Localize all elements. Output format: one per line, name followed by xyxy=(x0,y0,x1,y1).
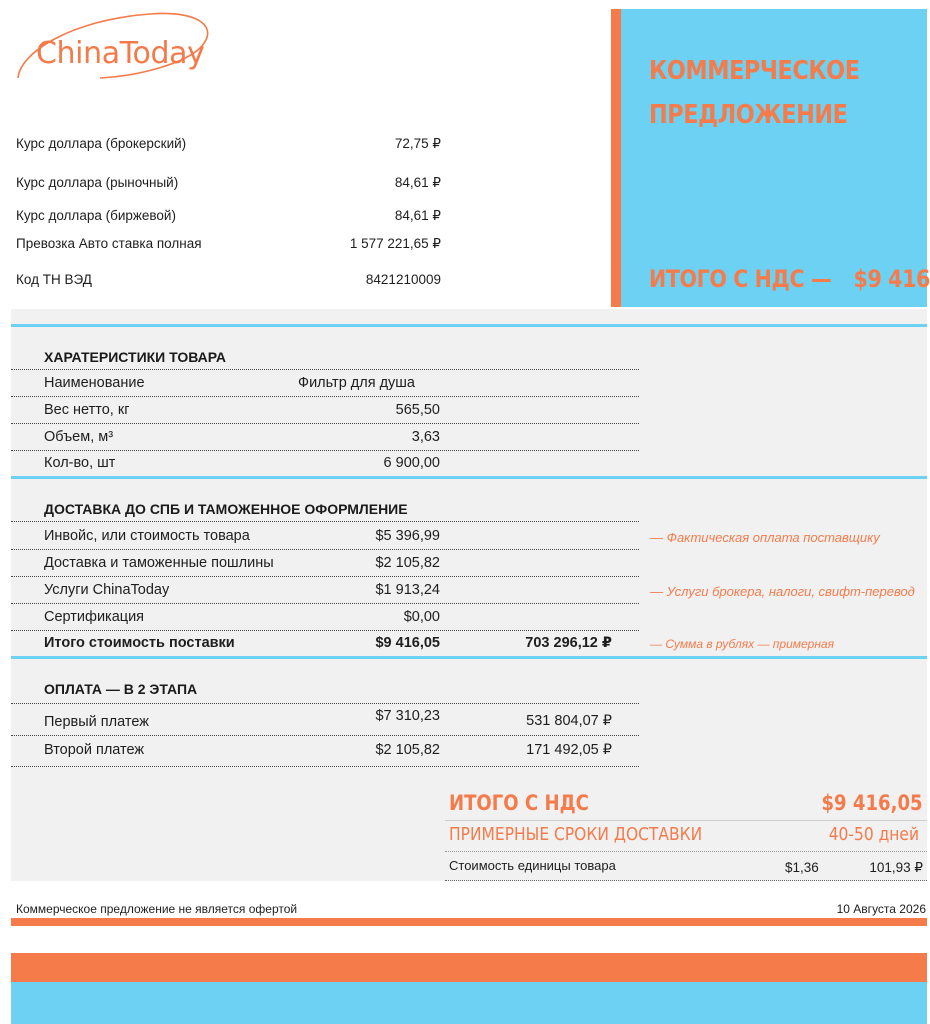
company-logo xyxy=(10,8,220,83)
product-name-row xyxy=(44,375,440,397)
divider xyxy=(11,656,927,659)
row-label: Второй платеж xyxy=(44,742,145,758)
row-label: Инвойс, или стоимость товара xyxy=(44,528,250,544)
rate-market-row xyxy=(16,175,441,195)
row-divider xyxy=(11,521,639,522)
row-value: $5 396,99 xyxy=(375,528,440,544)
row-divider xyxy=(11,576,639,577)
divider xyxy=(11,476,927,479)
first-payment-rub: 531 804,07 ₽ xyxy=(526,713,612,729)
unit-cost-rub: 101,93 ₽ xyxy=(869,860,923,875)
info-label: Превозка Авто ставка полная xyxy=(16,236,202,251)
offer-total xyxy=(649,265,930,293)
row-divider xyxy=(11,630,639,631)
row-value: $9 416,05 xyxy=(375,635,440,651)
row-divider xyxy=(11,766,639,767)
row-label: Доставка и таможенные пошлины xyxy=(44,555,274,571)
vat-total-label: ИТОГО С НДС xyxy=(449,791,589,815)
offer-total-value: $9 416 xyxy=(853,265,930,293)
row-label: Наименование xyxy=(44,375,145,391)
row-divider xyxy=(11,396,639,397)
row-divider xyxy=(11,549,639,550)
delivery-terms-value: 40-50 дней xyxy=(828,824,919,845)
tn-ved-code-row xyxy=(16,272,441,292)
offer-title-line1: КОММЕРЧЕСКОЕ xyxy=(649,56,860,86)
transport-rate-row xyxy=(16,236,441,256)
quantity-row xyxy=(44,455,440,477)
shipping-duties-row xyxy=(44,555,440,577)
product-section-heading: ХАРАТЕРИСТИКИ ТОВАРА xyxy=(44,349,226,365)
divider xyxy=(445,880,927,881)
delivery-section-heading: ДОСТАВКА ДО СПБ И ТАМОЖЕННОЕ ОФОРМЛЕНИЕ xyxy=(44,501,408,517)
row-value: 6 900,00 xyxy=(383,455,440,471)
info-label: Курс доллара (биржевой) xyxy=(16,208,176,223)
row-label: Объем, м³ xyxy=(44,429,114,445)
row-value: $2 105,82 xyxy=(375,742,440,758)
row-label: Услуги ChinaToday xyxy=(44,582,170,598)
info-label: Курс доллара (брокерский) xyxy=(16,136,187,151)
delivery-terms-value-wrap xyxy=(799,824,919,845)
row-value: 565,50 xyxy=(395,402,440,418)
footer-blue-band xyxy=(11,982,927,1024)
first-payment-row xyxy=(44,708,440,730)
info-value: 84,61 ₽ xyxy=(394,208,441,223)
totals-box xyxy=(445,785,927,881)
divider xyxy=(445,820,927,821)
invoice-row xyxy=(44,528,440,550)
info-label: Код ТН ВЭД xyxy=(16,272,92,287)
unit-cost-usd: $1,36 xyxy=(785,860,819,875)
second-payment-row xyxy=(44,742,440,764)
services-row xyxy=(44,582,440,604)
rub-note: — Сумма в рублях — примерная xyxy=(650,637,835,651)
unit-cost-label: Стоимость единицы товара xyxy=(449,858,616,873)
row-label: Вес нетто, кг xyxy=(44,402,130,418)
info-value: 8421210009 xyxy=(365,272,441,287)
row-divider xyxy=(11,735,639,736)
rate-broker-row xyxy=(16,136,441,156)
footer-orange-band xyxy=(11,953,927,982)
delivery-terms-label: ПРИМЕРНЫЕ СРОКИ ДОСТАВКИ xyxy=(449,824,703,845)
invoice-note: — Фактическая оплата поставщику xyxy=(650,530,880,545)
row-value: $0,00 xyxy=(403,609,440,625)
vat-total-value-wrap xyxy=(803,791,923,815)
certification-row xyxy=(44,609,440,631)
volume-row xyxy=(44,429,440,451)
info-value: 84,61 ₽ xyxy=(394,175,441,190)
row-value: $1 913,24 xyxy=(375,582,440,598)
rate-exchange-row xyxy=(16,208,441,228)
offer-title-line2: ПРЕДЛОЖЕНИЕ xyxy=(649,100,848,130)
row-divider xyxy=(11,703,639,704)
offer-header-panel xyxy=(611,9,930,307)
services-note: — Услуги брокера, налоги, свифт-перевод xyxy=(650,584,915,599)
row-divider xyxy=(11,423,639,424)
row-value: 3,63 xyxy=(411,429,440,445)
second-payment-rub: 171 492,05 ₽ xyxy=(526,742,612,758)
row-value: $2 105,82 xyxy=(375,555,440,571)
info-value: 72,75 ₽ xyxy=(394,136,441,151)
delivery-total-row xyxy=(44,635,440,657)
accent-bar xyxy=(611,9,621,307)
document-date: 10 Августа 2026 xyxy=(836,902,926,916)
footer-accent-strip xyxy=(11,918,927,926)
row-divider xyxy=(11,369,639,370)
offer-title xyxy=(649,49,873,137)
row-label: Кол-во, шт xyxy=(44,455,116,471)
row-label: Сертификация xyxy=(44,609,145,625)
info-label: Курс доллара (рыночный) xyxy=(16,175,179,190)
divider xyxy=(11,324,927,327)
row-label: Итого стоимость поставки xyxy=(44,635,235,651)
vat-total-value: $9 416,05 xyxy=(821,791,923,815)
row-value: Фильтр для душа xyxy=(298,375,415,391)
delivery-total-rub: 703 296,12 ₽ xyxy=(525,635,612,651)
net-weight-row xyxy=(44,402,440,424)
row-value: $7 310,23 xyxy=(375,708,440,724)
logo-text: ChinaToday xyxy=(36,36,205,71)
row-divider xyxy=(11,603,639,604)
row-divider xyxy=(11,450,639,451)
payment-section-heading: ОПЛАТА — В 2 ЭТАПА xyxy=(44,681,198,697)
divider xyxy=(445,851,927,852)
disclaimer-text: Коммерческое предложение не является офертой xyxy=(16,902,298,916)
info-value: 1 577 221,65 ₽ xyxy=(349,236,441,251)
row-label: Первый платеж xyxy=(44,714,149,730)
offer-total-label: ИТОГО С НДС — xyxy=(649,265,832,293)
